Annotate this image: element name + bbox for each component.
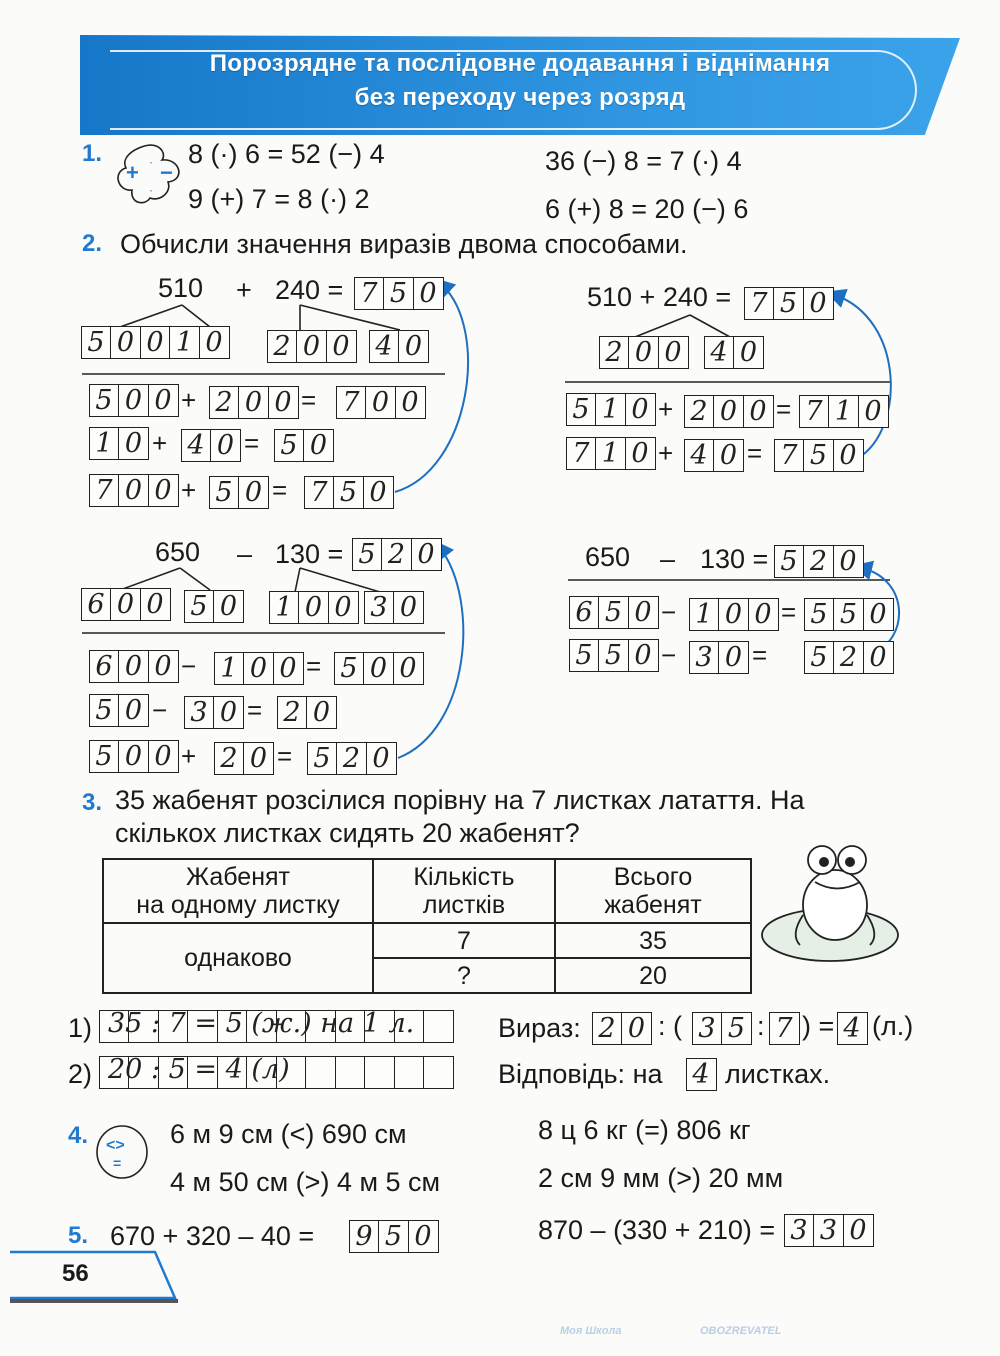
digit-cell[interactable]: 1 <box>269 591 300 624</box>
digit-cell[interactable]: 1 <box>828 395 859 428</box>
digit-cell[interactable]: 0 <box>363 476 394 509</box>
row-result <box>800 395 889 428</box>
solution-label: 1) <box>68 1013 93 1043</box>
expression: 36 (−) 8 = 7 (·) 4 <box>545 146 742 176</box>
digit-cell[interactable]: 5 <box>184 590 215 623</box>
digit-cell[interactable]: 7 <box>774 439 805 472</box>
digit-cell[interactable]: 7 <box>336 386 367 419</box>
table-cell: ? <box>373 958 555 993</box>
digit-cell[interactable]: 0 <box>748 598 779 631</box>
digit-cell[interactable]: 0 <box>213 590 244 623</box>
digit-cell[interactable]: 0 <box>110 588 141 621</box>
digit-cell[interactable]: 0 <box>408 1220 439 1253</box>
digit-cell[interactable] <box>335 1056 366 1089</box>
digit-cell[interactable]: 4 <box>684 439 715 472</box>
svg-text:−: − <box>160 160 173 185</box>
answer-label: Відповідь: на <box>498 1059 663 1089</box>
digit-cell[interactable]: 5 <box>209 476 240 509</box>
digit-cell[interactable]: 0 <box>393 591 424 624</box>
digit-cell[interactable]: 2 <box>277 696 308 729</box>
row-operand <box>185 696 244 729</box>
digit-cell[interactable]: 0 <box>393 652 424 685</box>
answer-label: листках. <box>725 1059 831 1089</box>
digit-cell[interactable]: 1 <box>214 652 245 685</box>
digit-cell[interactable]: 5 <box>89 694 120 727</box>
table-cell-merged: однаково <box>103 923 373 993</box>
digit-cell[interactable]: 5 <box>307 742 338 775</box>
problem-text: 35 жабенят розсілися порівну на 7 листках латаття. На <box>115 785 805 815</box>
operator: + <box>658 394 674 424</box>
digit-cell[interactable]: 9 <box>349 1220 380 1253</box>
row-operand <box>210 386 299 419</box>
digit-cell[interactable]: 0 <box>118 740 149 773</box>
digit-cell[interactable]: 0 <box>365 386 396 419</box>
text: (л.) <box>872 1011 914 1041</box>
equals-sign: = <box>781 597 797 627</box>
digit-cell[interactable]: 5 <box>569 639 600 672</box>
digit-cell[interactable]: 5 <box>378 1220 409 1253</box>
expression-boxes <box>593 1012 652 1045</box>
digit-cell[interactable]: 7 <box>799 395 830 428</box>
row-operand <box>690 598 779 631</box>
digit-cell[interactable]: 2 <box>833 641 864 674</box>
digit-cell[interactable]: 1 <box>169 326 200 359</box>
digit-cell[interactable]: 5 <box>833 598 864 631</box>
solution-label: 2) <box>68 1059 93 1089</box>
text: 650 <box>155 537 201 567</box>
digit-cell[interactable]: 0 <box>118 384 149 417</box>
digit-cell[interactable]: 2 <box>214 742 245 775</box>
digit-cell[interactable]: 4 <box>686 1058 717 1091</box>
exercise-number: 3. <box>82 789 103 816</box>
digit-cell[interactable]: 0 <box>658 336 689 369</box>
digit-cell[interactable]: 0 <box>199 326 230 359</box>
equals-sign: = <box>244 428 260 458</box>
digit-cell[interactable]: 5 <box>81 326 112 359</box>
text: – <box>660 544 676 574</box>
row-operand <box>182 429 241 462</box>
row-operand <box>90 650 179 683</box>
text: 240 = <box>275 275 344 305</box>
digit-cell[interactable] <box>305 1056 336 1089</box>
digit-cell[interactable]: 2 <box>336 742 367 775</box>
digit-cell[interactable]: 0 <box>118 650 149 683</box>
equals-sign: = <box>247 695 263 725</box>
expression: 870 – (330 + 210) = <box>538 1215 776 1245</box>
digit-cell[interactable]: 7 <box>769 1012 800 1045</box>
digit-cell[interactable]: 0 <box>411 538 442 571</box>
equals-sign: = <box>301 385 317 415</box>
text: : ( <box>658 1011 682 1041</box>
digit-cell[interactable]: 0 <box>628 639 659 672</box>
operator: − <box>661 597 677 627</box>
digit-cell[interactable]: 0 <box>243 742 274 775</box>
digit-cell[interactable]: 2 <box>599 336 630 369</box>
operator: + <box>181 385 197 415</box>
watermark: Моя Школа <box>560 1325 622 1337</box>
digit-cell[interactable]: 0 <box>713 395 744 428</box>
row-result <box>805 598 894 631</box>
row-result <box>335 652 424 685</box>
digit-cell[interactable]: 0 <box>110 326 141 359</box>
table-header-cell: Всього жабенят <box>555 859 751 923</box>
digit-cell[interactable]: 5 <box>274 429 305 462</box>
svg-text:·: · <box>149 183 153 197</box>
digit-cell[interactable]: 5 <box>804 598 835 631</box>
exercise-number: 5. <box>68 1222 89 1249</box>
digit-cell[interactable]: 0 <box>148 650 179 683</box>
expression: 6 (+) 8 = 20 (−) 6 <box>545 194 749 224</box>
digit-cell[interactable]: 0 <box>298 591 329 624</box>
row-operand <box>570 639 659 672</box>
text: – <box>237 539 253 569</box>
digit-cell[interactable]: 0 <box>296 330 327 363</box>
digit-cell[interactable]: 0 <box>148 384 179 417</box>
text: ) = <box>802 1011 835 1041</box>
digit-cell[interactable] <box>364 1056 395 1089</box>
comparison: 8 ц 6 кг (=) 806 кг <box>538 1115 751 1145</box>
digit-cell[interactable] <box>423 1010 454 1043</box>
digit-cell[interactable]: 5 <box>803 439 834 472</box>
operator: − <box>661 640 677 670</box>
digit-cell[interactable]: 0 <box>140 588 171 621</box>
text: 130 = <box>275 539 344 569</box>
digit-cell[interactable]: 0 <box>628 336 659 369</box>
row-operand <box>685 395 774 428</box>
page-title-line-2: без переходу через розряд <box>354 84 686 111</box>
row-operand <box>567 393 656 426</box>
equals-sign: = <box>306 651 322 681</box>
digit-cell[interactable]: 3 <box>784 1214 815 1247</box>
row-operand <box>90 474 179 507</box>
row-result <box>278 696 337 729</box>
expression: 9 (+) 7 = 8 (·) 2 <box>188 184 370 214</box>
handwritten-solution-1: 35 : 7 = 5 (ж.) на 1 л. <box>108 1008 415 1039</box>
table-header-cell: Кількість листків <box>373 859 555 923</box>
comparison: 4 м 50 см (>) 4 м 5 см <box>170 1167 441 1197</box>
digit-cell[interactable]: 3 <box>689 641 720 674</box>
digit-cell[interactable]: 3 <box>364 591 395 624</box>
digit-cell[interactable]: 0 <box>843 1214 874 1247</box>
digit-cell[interactable]: 0 <box>148 474 179 507</box>
split-boxes <box>365 591 424 624</box>
digit-cell[interactable]: 0 <box>210 429 241 462</box>
page-tab <box>10 1252 175 1298</box>
row-result <box>775 439 864 472</box>
answer-box <box>687 1058 717 1091</box>
digit-cell[interactable]: 4 <box>369 330 400 363</box>
operator: + <box>181 475 197 505</box>
row-operand <box>690 641 749 674</box>
digit-cell[interactable]: 0 <box>718 641 749 674</box>
digit-cell[interactable]: 0 <box>303 429 334 462</box>
digit-cell[interactable]: 1 <box>595 393 626 426</box>
digit-cell[interactable]: 2 <box>684 395 715 428</box>
text: 510 + 240 = <box>587 282 732 312</box>
operator: − <box>181 651 197 681</box>
digit-cell[interactable]: 0 <box>743 395 774 428</box>
answer-boxes <box>353 538 442 571</box>
digit-cell[interactable]: 0 <box>413 277 444 310</box>
row-operand <box>90 694 149 727</box>
split-boxes <box>185 590 244 623</box>
text: 650 <box>585 542 631 572</box>
digit-cell[interactable]: 3 <box>692 1012 723 1045</box>
answer-boxes <box>785 1214 874 1247</box>
digit-cell[interactable]: 0 <box>863 598 894 631</box>
digit-cell[interactable]: 4 <box>837 1012 868 1045</box>
digit-cell[interactable]: 4 <box>181 429 212 462</box>
digit-cell[interactable]: 1 <box>89 427 120 460</box>
digit-cell[interactable]: 5 <box>352 538 383 571</box>
digit-cell[interactable]: 0 <box>306 696 337 729</box>
digit-cell[interactable]: 7 <box>304 476 335 509</box>
digit-cell[interactable]: 7 <box>89 474 120 507</box>
digit-cell[interactable]: 0 <box>833 439 864 472</box>
digit-cell[interactable]: 5 <box>598 639 629 672</box>
text: + <box>236 275 252 305</box>
row-result <box>805 641 894 674</box>
operator: + <box>152 428 168 458</box>
digit-cell[interactable]: 5 <box>89 384 120 417</box>
row-operand <box>90 384 179 417</box>
digit-cell[interactable]: 0 <box>713 439 744 472</box>
expression: 670 + 320 – 40 = <box>110 1221 315 1251</box>
split-boxes <box>600 336 689 369</box>
instruction: Обчисли значення виразів двома способами. <box>120 229 688 259</box>
exercise-number: 1. <box>82 140 103 167</box>
digit-cell[interactable]: 0 <box>863 641 894 674</box>
digit-cell[interactable]: 0 <box>625 393 656 426</box>
digit-cell[interactable]: 5 <box>89 740 120 773</box>
digit-cell[interactable]: 0 <box>238 476 269 509</box>
row-operand <box>570 596 659 629</box>
split-boxes <box>82 588 171 621</box>
digit-cell[interactable]: 5 <box>598 596 629 629</box>
digit-cell[interactable]: 0 <box>733 336 764 369</box>
text: 510 <box>158 273 204 303</box>
digit-cell[interactable]: 5 <box>721 1012 752 1045</box>
split-boxes <box>82 326 230 359</box>
svg-text:=: = <box>113 1155 122 1171</box>
digit-cell[interactable]: 7 <box>354 277 385 310</box>
split-boxes <box>370 330 429 363</box>
digit-cell[interactable]: 6 <box>89 650 120 683</box>
comparison: 2 см 9 мм (>) 20 мм <box>538 1163 784 1193</box>
split-boxes <box>270 591 359 624</box>
digit-cell[interactable]: 0 <box>273 652 304 685</box>
watermark: OBOZREVATEL <box>700 1325 782 1337</box>
digit-cell[interactable]: 6 <box>569 596 600 629</box>
comparison: 6 м 9 см (<) 690 см <box>170 1119 407 1149</box>
digit-cell[interactable]: 0 <box>625 437 656 470</box>
equals-sign: = <box>752 640 768 670</box>
equals-sign: = <box>776 394 792 424</box>
equals-sign: = <box>277 741 293 771</box>
expression: 8 (·) 6 = 52 (−) 4 <box>188 139 385 169</box>
digit-cell[interactable]: 7 <box>566 437 597 470</box>
text: : <box>757 1011 765 1041</box>
digit-cell[interactable]: 5 <box>334 652 365 685</box>
frog-illustration <box>762 846 898 961</box>
digit-cell[interactable]: 2 <box>381 538 412 571</box>
answer-boxes <box>350 1220 439 1253</box>
digit-cell[interactable] <box>394 1056 425 1089</box>
split-boxes <box>705 336 764 369</box>
page-number: 56 <box>62 1260 89 1287</box>
digit-cell[interactable]: 0 <box>833 545 864 578</box>
digit-cell[interactable]: 4 <box>704 336 735 369</box>
digit-cell[interactable]: 0 <box>140 326 171 359</box>
row-operand <box>685 439 744 472</box>
row-operand <box>210 476 269 509</box>
row-operand <box>215 652 304 685</box>
digit-cell[interactable]: 0 <box>118 474 149 507</box>
digit-cell[interactable]: 0 <box>243 652 274 685</box>
digit-cell[interactable]: 1 <box>689 598 720 631</box>
digit-cell[interactable]: 6 <box>81 588 112 621</box>
digit-cell[interactable]: 0 <box>328 591 359 624</box>
digit-cell[interactable]: 2 <box>209 386 240 419</box>
expression-boxes <box>770 1012 800 1045</box>
digit-cell[interactable]: 0 <box>621 1012 652 1045</box>
digit-cell[interactable]: 3 <box>184 696 215 729</box>
digit-cell[interactable]: 7 <box>744 287 775 320</box>
equals-sign: = <box>272 475 288 505</box>
page-title-line-1: Порозрядне та послідовне додавання і віднімання <box>209 50 831 77</box>
table-cell: 20 <box>555 958 751 993</box>
digit-cell[interactable]: 2 <box>803 545 834 578</box>
digit-cell[interactable]: 3 <box>813 1214 844 1247</box>
table-cell: 35 <box>555 923 751 958</box>
digit-cell[interactable]: 5 <box>566 393 597 426</box>
svg-text:·: · <box>149 155 153 169</box>
expression-label: Вираз: <box>498 1013 581 1043</box>
svg-text:+: + <box>126 160 139 185</box>
digit-cell[interactable]: 5 <box>774 545 805 578</box>
digit-cell[interactable] <box>423 1056 454 1089</box>
operator: − <box>152 695 168 725</box>
digit-cell[interactable]: 0 <box>268 386 299 419</box>
row-result <box>308 742 397 775</box>
expression-boxes <box>693 1012 752 1045</box>
row-result <box>275 429 334 462</box>
compare-signs-icon <box>97 1126 147 1178</box>
row-result <box>305 476 394 509</box>
row-operand <box>90 740 179 773</box>
operator: + <box>181 741 197 771</box>
svg-text:<>: <> <box>106 1137 125 1154</box>
digit-cell[interactable]: 0 <box>118 694 149 727</box>
digit-cell[interactable]: 5 <box>333 476 364 509</box>
digit-cell[interactable]: 0 <box>326 330 357 363</box>
row-operand <box>567 437 656 470</box>
expression-result-box <box>838 1012 868 1045</box>
digit-cell[interactable]: 0 <box>718 598 749 631</box>
digit-cell[interactable]: 0 <box>148 740 179 773</box>
problem-text: скількох листках сидять 20 жабенят? <box>115 818 580 848</box>
answer-boxes <box>355 277 444 310</box>
digit-cell[interactable]: 0 <box>398 330 429 363</box>
operator: + <box>658 438 674 468</box>
row-operand <box>90 427 149 460</box>
split-boxes <box>268 330 357 363</box>
digit-cell[interactable]: 5 <box>804 641 835 674</box>
digit-cell[interactable]: 5 <box>383 277 414 310</box>
handwritten-solution-2: 20 : 5 = 4 (л) <box>108 1054 290 1085</box>
text: 130 = <box>700 544 769 574</box>
digit-cell[interactable]: 0 <box>395 386 426 419</box>
exercise-number: 4. <box>68 1122 89 1149</box>
digit-cell[interactable]: 5 <box>773 287 804 320</box>
table-header-cell: Жабенят на одному листку <box>103 859 373 923</box>
digit-cell[interactable]: 0 <box>238 386 269 419</box>
digit-cell[interactable]: 0 <box>363 652 394 685</box>
exercise-number: 2. <box>82 230 103 257</box>
digit-cell[interactable]: 0 <box>858 395 889 428</box>
digit-cell[interactable]: 2 <box>267 330 298 363</box>
digit-cell[interactable]: 0 <box>803 287 834 320</box>
digit-cell[interactable]: 0 <box>628 596 659 629</box>
digit-cell[interactable]: 2 <box>592 1012 623 1045</box>
digit-cell[interactable]: 0 <box>213 696 244 729</box>
digit-cell[interactable]: 0 <box>118 427 149 460</box>
equals-sign: = <box>747 438 763 468</box>
answer-boxes <box>745 287 834 320</box>
table-cell: 7 <box>373 923 555 958</box>
row-result <box>337 386 426 419</box>
frogs-table <box>102 858 752 994</box>
answer-boxes <box>775 545 864 578</box>
row-operand <box>215 742 274 775</box>
digit-cell[interactable]: 0 <box>366 742 397 775</box>
digit-cell[interactable]: 1 <box>595 437 626 470</box>
